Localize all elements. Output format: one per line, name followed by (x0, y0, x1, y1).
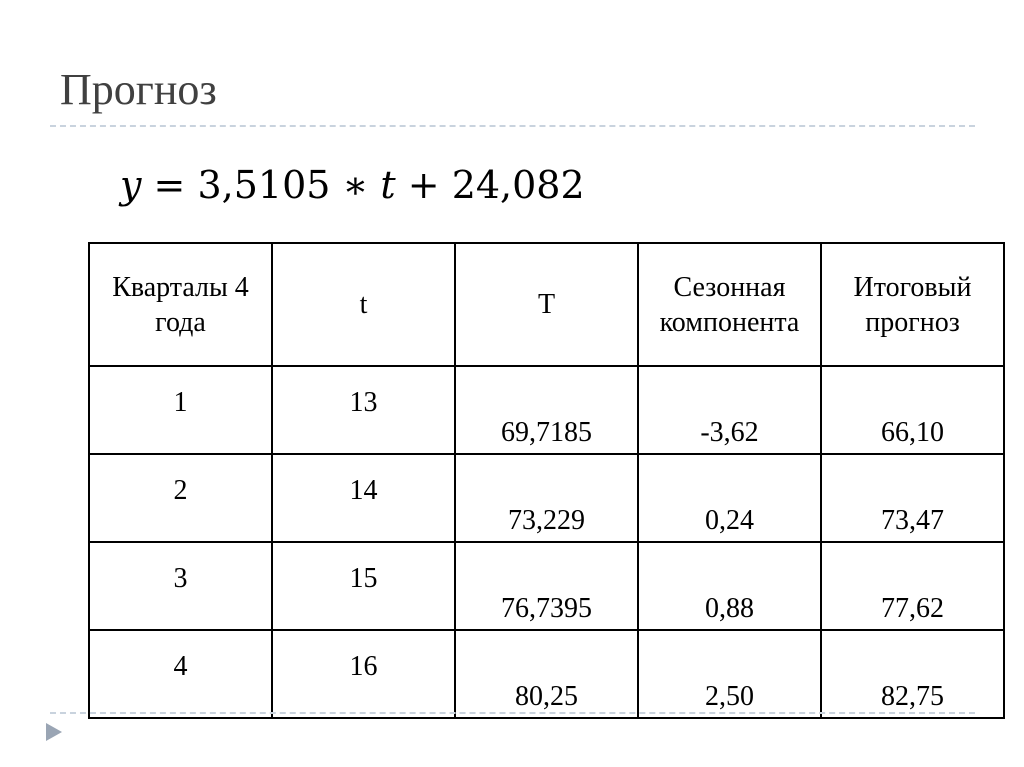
cell-trend: 69,7185 (455, 366, 638, 454)
header-seasonal: Сезонная компонента (638, 243, 821, 366)
table-row (89, 366, 1004, 454)
triangle-right-icon[interactable] (46, 723, 62, 741)
trend-formula (120, 163, 585, 209)
header-t: t (272, 243, 455, 366)
table-row (89, 454, 1004, 542)
cell-trend: 73,229 (455, 454, 638, 542)
footer-divider (50, 712, 975, 714)
cell-t: 15 (272, 542, 455, 630)
cell-seasonal: 0,24 (638, 454, 821, 542)
cell-quarter: 4 (89, 630, 272, 718)
cell-forecast: 77,62 (821, 542, 1004, 630)
cell-t: 16 (272, 630, 455, 718)
cell-forecast: 73,47 (821, 454, 1004, 542)
cell-forecast: 82,75 (821, 630, 1004, 718)
cell-trend: 80,25 (455, 630, 638, 718)
header-quarters: Кварталы 4 года (89, 243, 272, 366)
cell-seasonal: 2,50 (638, 630, 821, 718)
cell-quarter: 3 (89, 542, 272, 630)
forecast-table (88, 242, 1005, 719)
cell-seasonal: -3,62 (638, 366, 821, 454)
header-trend: T (455, 243, 638, 366)
cell-t: 14 (272, 454, 455, 542)
cell-quarter: 2 (89, 454, 272, 542)
table-header-row (89, 243, 1004, 366)
table-row (89, 630, 1004, 718)
formula-y: y (120, 163, 142, 207)
formula-eq: = 3,5105 ∗ (141, 163, 381, 207)
cell-forecast: 66,10 (821, 366, 1004, 454)
title-divider (50, 125, 975, 127)
cell-trend: 76,7395 (455, 542, 638, 630)
formula-t: t (380, 163, 396, 207)
formula-rest: + 24,082 (395, 163, 585, 207)
header-forecast: Итоговый прогноз (821, 243, 1004, 366)
slide-title: Прогноз (60, 65, 217, 114)
cell-t: 13 (272, 366, 455, 454)
cell-seasonal: 0,88 (638, 542, 821, 630)
cell-quarter: 1 (89, 366, 272, 454)
table-row (89, 542, 1004, 630)
